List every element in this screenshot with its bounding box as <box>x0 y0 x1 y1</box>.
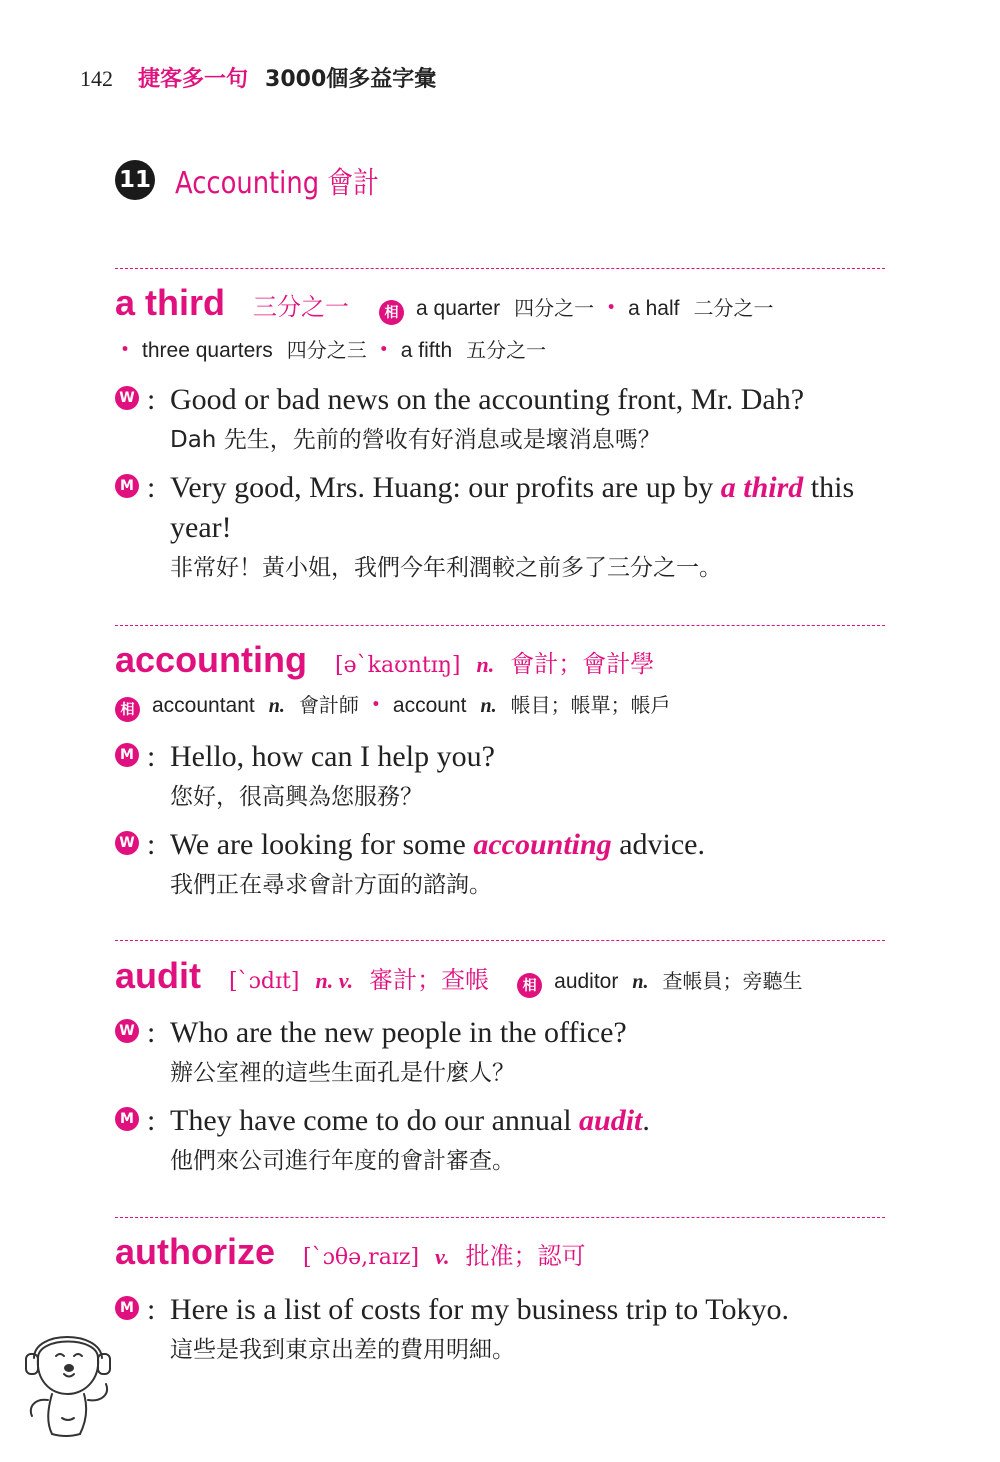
headword: accounting <box>115 639 308 680</box>
related-word: account <box>392 694 467 717</box>
dialog-chinese: 非常好！黃小姐，我們今年利潤較之前多了三分之一。 <box>170 555 722 581</box>
bullet-dot: ・ <box>600 295 623 320</box>
dialog-english: Hello, how can I help you? <box>170 740 495 773</box>
bullet-dot: ・ <box>114 337 137 362</box>
man-speaker-icon: M <box>115 1107 139 1131</box>
part-of-speech: n. <box>480 695 497 717</box>
phonetic: [`ɔθə,raɪz] <box>303 1245 420 1270</box>
dashed-divider <box>115 625 885 626</box>
entry-headline <box>115 1231 585 1273</box>
related-word-meaning: 帳目；帳單；帳戶 <box>510 693 671 717</box>
dashed-divider <box>115 1217 885 1218</box>
dialog-line: M : Very good, Mrs. Huang: our profits are up by a third this year! 非常好！黃小姐，我們今年利潤較之前多了三分之一。 <box>115 468 895 588</box>
man-speaker-icon: M <box>115 474 139 498</box>
headword: a third <box>115 282 226 323</box>
headword: audit <box>115 955 201 996</box>
series-name: 捷客多一句 <box>138 67 249 92</box>
related-word-meaning: 四分之一 <box>514 296 595 320</box>
dialog-line: M : Hello, how can I help you? 您好，很高興為您服務？ <box>115 737 895 817</box>
man-speaker-icon: M <box>115 1296 139 1320</box>
related-word-meaning: 四分之三 <box>286 338 367 362</box>
bullet-dot: ・ <box>372 337 395 362</box>
part-of-speech: n. <box>476 652 495 677</box>
book-title: 3000個多益字彙 <box>265 67 437 92</box>
dialog-english: Here is a list of costs for my business trip to Tokyo. <box>170 1293 789 1326</box>
part-of-speech: n. <box>268 695 285 717</box>
woman-speaker-icon: W <box>115 386 139 410</box>
dialog-chinese: Dah 先生，先前的營收有好消息或是壞消息嗎？ <box>170 427 661 453</box>
dialog-line: M : They have come to do our annual audit. 他們來公司進行年度的會計審查。 <box>115 1101 895 1181</box>
dialog-english: Very good, Mrs. Huang: our profits are up by a third this year! <box>170 471 855 544</box>
dialog-line: W : Good or bad news on the accounting front, Mr. Dah? Dah 先生，先前的營收有好消息或是壞消息嗎？ <box>115 380 895 460</box>
related-word-meaning: 會計師 <box>298 693 359 717</box>
related-words-line <box>115 688 671 720</box>
mascot-bear-headphones-icon <box>22 1318 117 1440</box>
bullet-dot: ・ <box>364 692 387 717</box>
dialog-english: Who are the new people in the office? <box>170 1016 627 1049</box>
headword: authorize <box>115 1231 276 1272</box>
related-words-icon: 相 <box>379 300 404 325</box>
dialog-line: W : We are looking for some accounting advice. 我們正在尋求會計方面的諮詢。 <box>115 825 895 905</box>
related-word-meaning: 二分之一 <box>693 296 774 320</box>
woman-speaker-icon: W <box>115 831 139 855</box>
related-word-meaning: 查帳員；旁聽生 <box>662 969 803 993</box>
part-of-speech: n. <box>632 971 649 993</box>
section-number-badge: 11 <box>115 160 155 200</box>
related-word: a half <box>628 297 680 320</box>
section-title: Accounting 會計 <box>175 166 379 201</box>
woman-speaker-icon: W <box>115 1019 139 1043</box>
related-word-meaning: 五分之一 <box>466 338 547 362</box>
related-word: auditor <box>554 970 619 993</box>
page-number: 142 <box>80 66 113 91</box>
highlighted-word: audit <box>579 1104 643 1137</box>
section-heading <box>115 158 412 202</box>
dashed-divider <box>115 268 885 269</box>
phonetic: [ə`kaʊntɪŋ] <box>335 653 461 678</box>
related-words-icon: 相 <box>517 973 542 998</box>
dialog-line: W : Who are the new people in the office? 辦公室裡的這些生面孔是什麼人？ <box>115 1013 895 1093</box>
dashed-divider <box>115 940 885 941</box>
dialog-english: We are looking for some accounting advice. <box>170 828 705 861</box>
headword-meaning: 三分之一 <box>253 293 350 321</box>
dialog-english: Good or bad news on the accounting front, Mr. Dah? <box>170 383 805 416</box>
dialog-line: M : Here is a list of costs for my business trip to Tokyo. 這些是我到東京出差的費用明細。 <box>115 1290 895 1370</box>
entry-headline <box>115 639 654 681</box>
entry-headline <box>115 955 802 997</box>
dialog-english: They have come to do our annual audit. <box>170 1104 650 1137</box>
headword-meaning: 會計；會計學 <box>510 650 655 678</box>
part-of-speech: n. v. <box>315 968 354 993</box>
related-words-line <box>108 333 546 364</box>
dialog-chinese: 您好，很高興為您服務？ <box>170 784 423 810</box>
headword-meaning: 批准；認可 <box>465 1242 586 1270</box>
dialog-chinese: 他們來公司進行年度的會計審查。 <box>170 1148 515 1174</box>
man-speaker-icon: M <box>115 743 139 767</box>
running-header <box>80 62 436 93</box>
related-word: a fifth <box>400 339 453 362</box>
phonetic: [`ɔdɪt] <box>229 969 300 994</box>
highlighted-word: accounting <box>473 828 612 861</box>
dialog-chinese: 辦公室裡的這些生面孔是什麼人？ <box>170 1060 515 1086</box>
related-word: accountant <box>152 694 255 717</box>
related-words-icon: 相 <box>115 697 140 722</box>
headword-meaning: 審計；查帳 <box>369 966 490 994</box>
dialog-chinese: 我們正在尋求會計方面的諮詢。 <box>170 872 492 898</box>
related-word: a quarter <box>416 297 501 320</box>
entry-headline <box>115 282 773 324</box>
related-word: three quarters <box>142 339 273 362</box>
dialog-chinese: 這些是我到東京出差的費用明細。 <box>170 1337 515 1363</box>
part-of-speech: v. <box>435 1244 450 1269</box>
highlighted-word: a third <box>720 471 804 504</box>
